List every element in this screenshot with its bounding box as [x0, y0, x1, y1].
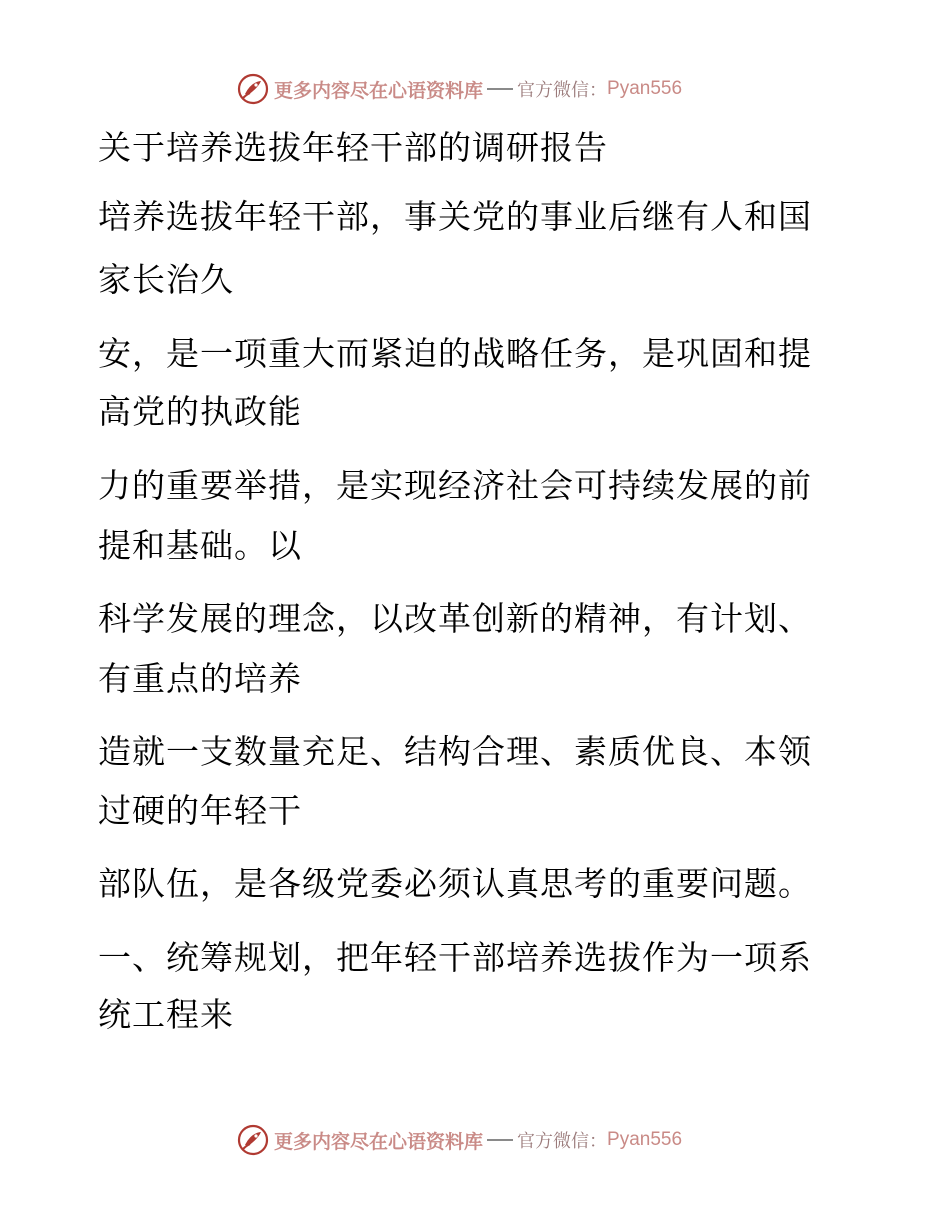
footer-banner-wechat-id: Pyan556: [607, 1129, 683, 1150]
document-title: 关于培养选拔年轻干部的调研报告: [98, 128, 608, 167]
footer-banner-title: 更多内容尽在心语资料库: [274, 1130, 484, 1153]
text-line: 安，是一项重大而紧迫的战略任务，是巩固和提: [98, 334, 812, 373]
text-line: 力的重要举措，是实现经济社会可持续发展的前: [98, 466, 812, 505]
text-line: 家长治久: [98, 260, 234, 299]
text-line: 造就一支数量充足、结构合理、素质优良、本领: [98, 732, 812, 771]
text-line: 统工程来: [98, 995, 234, 1034]
text-line: 部队伍，是各级党委必须认真思考的重要问题。: [98, 864, 812, 903]
footer-banner-dash: [487, 1139, 513, 1141]
footer-banner: [236, 1123, 682, 1157]
footer-banner-wechat-label: 官方微信：: [517, 1131, 608, 1152]
text-line: 提和基础。以: [98, 526, 302, 565]
text-line: 培养选拔年轻干部，事关党的事业后继有人和国: [98, 197, 812, 236]
text-line: 过硬的年轻干: [98, 791, 302, 830]
text-line: 高党的执政能: [98, 392, 302, 431]
text-line: 有重点的培养: [98, 659, 302, 698]
text-line: 科学发展的理念，以改革创新的精神，有计划、: [98, 599, 812, 638]
header-banner-wechat-label: 官方微信：: [517, 80, 608, 101]
header-banner-title: 更多内容尽在心语资料库: [274, 79, 484, 102]
section-heading: 一、统筹规划，把年轻干部培养选拔作为一项系: [98, 938, 812, 977]
header-banner-wechat-id: Pyan556: [607, 78, 683, 99]
pen-logo-icon: [236, 1123, 270, 1157]
